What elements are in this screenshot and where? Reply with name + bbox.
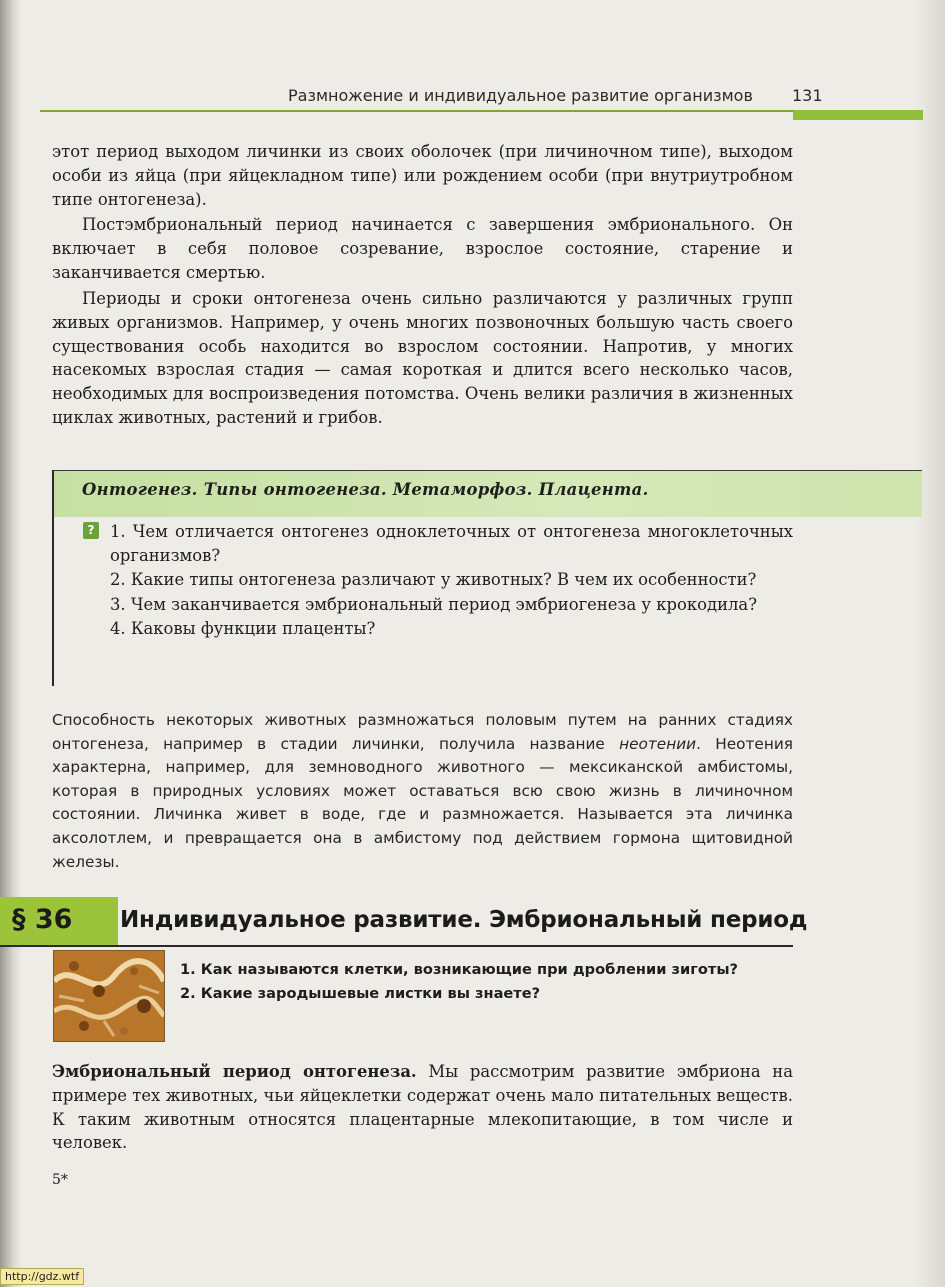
header-accent-bar [793, 110, 923, 120]
key-terms: Онтогенез. Типы онтогенеза. Метаморфоз. Плацента. [82, 480, 649, 499]
embryo-paragraph [52, 1060, 793, 1155]
running-title: Размножение и индивидуальное развитие организмов [288, 86, 753, 105]
neoteny-text-a: Способность некоторых животных размножаться половым путем на ранних стадиях онтогенеза, например в стадии личинки, получила название [52, 711, 793, 753]
paragraph-2: Постэмбриональный период начинается с завершения эмбрионального. Он включает в себя половое созревание, взрослое состояние, старение и заканчивается смертью. [52, 215, 793, 282]
paragraph-1: этот период выходом личинки из своих оболочек (при личиночном типе), выходом особи из яйца (при яйцекладном типе) или рождением особи (при внутриутробном типе онтогенеза). [52, 142, 793, 209]
pre-question-item: 2. Какие зародышевые листки вы знаете? [180, 985, 541, 1002]
header-rule [40, 110, 795, 112]
question-icon: ? [83, 522, 99, 539]
embryo-paragraph-text: Мы рассмотрим развитие эмбриона на примере тех животных, чьи яйцеклетки содержат очень мало питательных веществ. К таким животным относятся плацентарные млекопитающие, в том числе и человек. [52, 1062, 793, 1153]
page-edge-shadow [0, 0, 22, 1287]
question-item: 2. Какие типы онтогенеза различают у животных? В чем их особенности? [110, 570, 757, 590]
review-questions [110, 520, 793, 641]
embryo-paragraph-lead: Эмбриональный период онтогенеза. [52, 1062, 417, 1081]
question-item: 4. Каковы функции плаценты? [110, 618, 376, 638]
pre-question-item: 1. Как называются клетки, возникающие при дроблении зиготы? [180, 961, 738, 978]
page-edge-shadow-right [915, 0, 945, 1287]
folio-mark: 5* [52, 1172, 68, 1188]
question-item: 3. Чем заканчивается эмбриональный период эмбриогенеза у крокодила? [110, 594, 757, 614]
watermark-link[interactable]: http://gdz.wtf [0, 1268, 84, 1285]
question-item: 1. Чем отличается онтогенез одноклеточных от онтогенеза многоклеточных организмов? [110, 522, 793, 566]
questions-side-rule [52, 470, 54, 686]
neoteny-note [52, 709, 793, 874]
neoteny-text-b: . Неотения характерна, например, для земноводного животного — мексиканской амбистомы, которая в природных условиях может оставаться всю свою жизнь в личиночном состоянии. Личинка живет в воде, где и размножается. Называется эта личинка аксолотлем, и превращается она в амбистому под действием гормона щитовидной железы. [52, 734, 793, 871]
section-number: § 36 [12, 904, 73, 935]
embryo-tissue-image [53, 950, 165, 1042]
section-rule [0, 945, 793, 947]
page-number: 131 [792, 86, 823, 105]
paragraph-3: Периоды и сроки онтогенеза очень сильно различаются у различных групп живых организмов. Например, у очень многих позвоночных большую часть своего существования особь находится во взрослом состоянии. Напротив, у многих насекомых взрослая стадия — самая короткая и длится всего несколько часов, необходимых для воспроизведения потомства. Очень велики различия в жизненных циклах животных, растений и грибов. [52, 289, 793, 427]
neoteny-term: неотении [619, 734, 697, 753]
section-title: Индивидуальное развитие. Эмбриональный период [120, 907, 808, 933]
pre-reading-questions [180, 958, 738, 1006]
